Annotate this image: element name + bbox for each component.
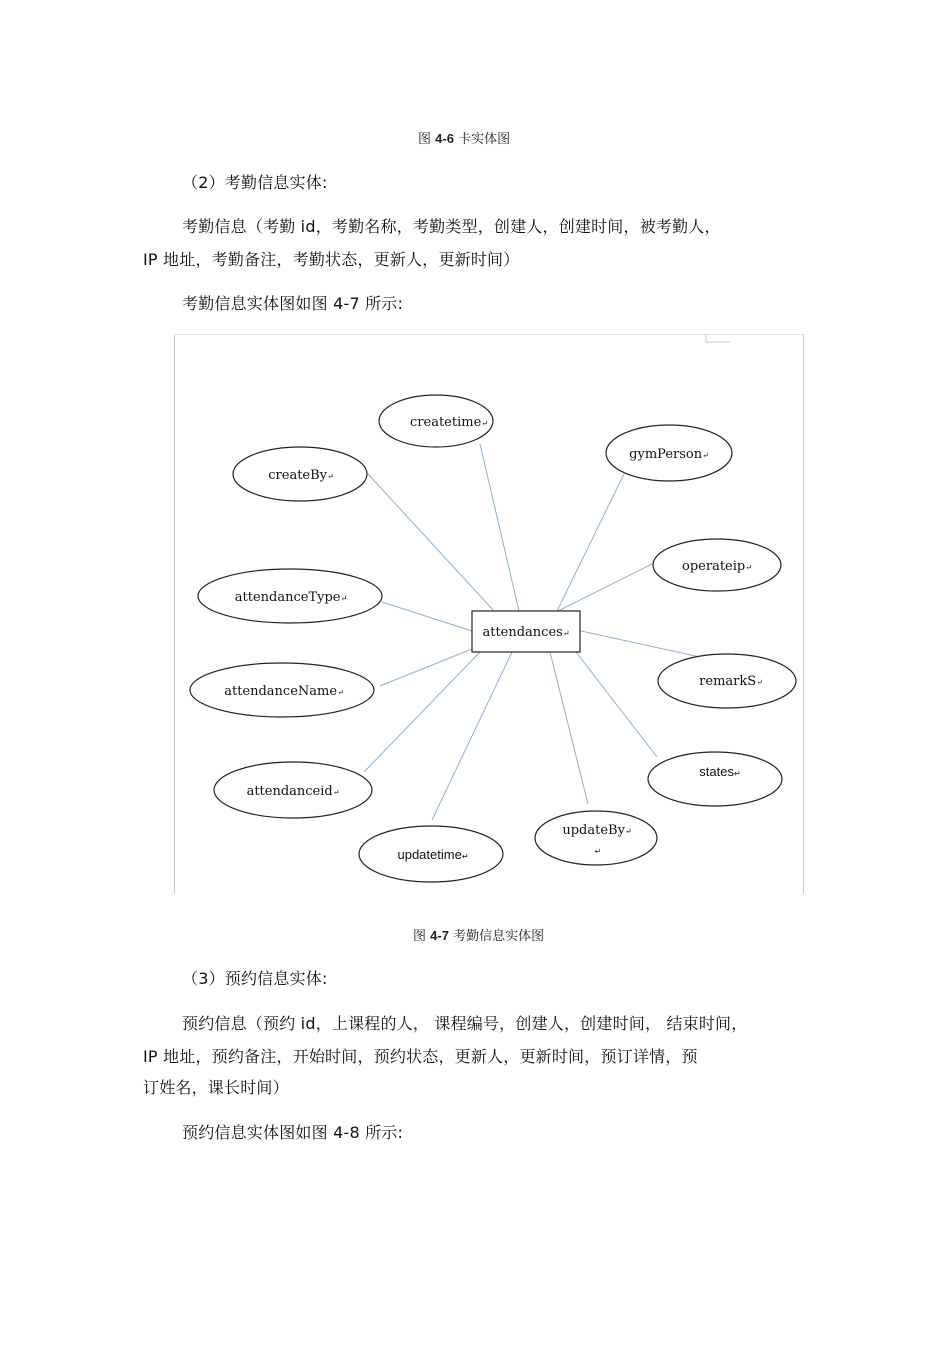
connector-updatetime <box>432 652 512 820</box>
attr-updatetime-label: updatetime↵ <box>397 847 469 862</box>
figure-caption-4-6: 图 4-6 卡实体图 <box>418 131 511 147</box>
attr-updateby-return-mark: ↵ <box>594 847 602 856</box>
attr-updateby-label: updateBy↵ <box>562 823 632 838</box>
attr-gymperson-label: gymPerson↵ <box>629 447 709 462</box>
figure-caption-4-7: 图 4-7 考勤信息实体图 <box>413 928 545 944</box>
attr-remarks-label: remarkS↵ <box>699 674 763 689</box>
reservation-figure-reference: 预约信息实体图如图 4-8 所示: <box>182 1123 404 1142</box>
entity-attendances-label: attendances↵ <box>482 625 570 640</box>
connector-attendancetype <box>382 602 472 631</box>
attendance-entity-line-1: 考勤信息（考勤 id，考勤名称，考勤类型，创建人，创建时间，被考勤人， <box>182 217 721 236</box>
section-heading-reservation: （3）预约信息实体: <box>182 969 328 988</box>
connector-attendancename <box>380 649 472 686</box>
connector-remarks <box>581 631 700 657</box>
attr-attendancename-label: attendanceName↵ <box>224 684 344 699</box>
connector-createtime <box>480 444 519 611</box>
connector-updateby <box>550 652 588 804</box>
attr-operateip-label: operateip↵ <box>682 559 752 574</box>
attr-attendancetype-label: attendanceType↵ <box>234 590 348 605</box>
attendance-entity-line-2: IP 地址，考勤备注，考勤状态，更新人，更新时间） <box>143 250 520 269</box>
corner-mark <box>706 334 730 342</box>
attr-updateby-ellipse <box>535 811 657 865</box>
attr-states-label: states↵ <box>699 764 741 779</box>
connector-attendanceid <box>364 652 480 772</box>
attr-createtime-label: createtime↵ <box>410 415 488 430</box>
connector-operateip <box>558 564 652 611</box>
connector-gymperson <box>557 474 624 611</box>
attr-states-ellipse <box>648 752 782 806</box>
reservation-entity-line-2: IP 地址，预约备注，开始时间，预约状态，更新人，更新时间，预订详情，预 <box>143 1047 698 1066</box>
attendance-figure-reference: 考勤信息实体图如图 4-7 所示: <box>182 294 404 313</box>
connector-createby <box>368 474 494 611</box>
attr-attendanceid-label: attendanceid↵ <box>246 784 340 799</box>
section-heading-attendance: （2）考勤信息实体: <box>182 173 328 192</box>
attr-createby-label: createBy↵ <box>268 468 334 483</box>
reservation-entity-line-1: 预约信息（预约 id，上课程的人， 课程编号，创建人，创建时间， 结束时间， <box>182 1014 748 1033</box>
er-diagram-canvas <box>174 334 804 894</box>
er-diagram-attendances <box>174 334 804 894</box>
reservation-entity-line-3: 订姓名，课长时间） <box>143 1078 289 1097</box>
connector-states <box>576 652 657 757</box>
